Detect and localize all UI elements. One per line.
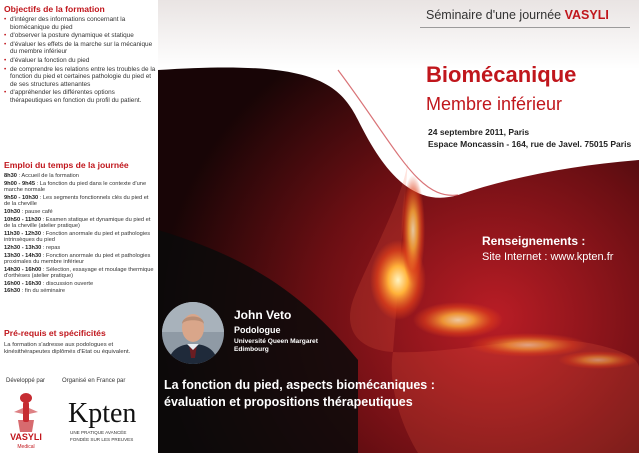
speaker-photo [162,302,224,364]
svg-text:Kpten: Kpten [68,398,137,429]
objectives-heading: Objectifs de la formation [4,4,105,14]
organized-by-label: Organisé en France par [62,378,126,384]
bullet-icon: • [4,89,7,97]
schedule-heading: Emploi du temps de la journée [4,160,129,170]
list-item: • de comprendre les relations entre les troubles de la fonction du pied et certaines pathologie du pied et de ses structures attenantes [4,65,156,88]
svg-text:VASYLI: VASYLI [10,432,42,442]
speaker-name: John Veto [234,308,292,322]
svg-text:FONDÉE SUR LES PREUVES: FONDÉE SUR LES PREUVES [70,437,134,442]
prereq-heading: Pré-requis et spécificités [4,328,106,338]
list-item: • d'intégrer des informations concernant la biomécanique du pied [4,16,126,31]
seminar-label: Séminaire d'une journée VASYLI [426,8,609,22]
schedule-row: 13h30 - 14h30 : Fonction anormale du pied et pathologies proximales du membre inférieur [4,252,151,265]
bullet-icon: • [4,32,7,40]
event-date: 24 septembre 2011, Paris [428,127,530,137]
schedule-row: 10h50 - 11h30 : Examen statique et dynamique du pied et de la cheville (atelier pratique) [4,216,151,230]
schedule-row: 11h30 - 12h30 : Fonction anormale du pied et pathologies intrinsèques du pied [4,230,151,244]
svg-text:UNE PRATIQUE AVANCÉE: UNE PRATIQUE AVANCÉE [70,430,127,435]
list-item: • d'observer la posture dynamique et statique [4,32,134,40]
logos-area [0,378,158,453]
info-site: Site Internet : www.kpten.fr [482,251,614,263]
prereq-text: La formation s'adresse aux podologues et kinésithérapeutes diplômés d'Etat ou équivalent. [4,342,131,355]
speaker-university: Université Queen Margaret [234,338,318,345]
schedule-row: 9h50 - 10h30 : Les segments fonctionnels clés du pied et de la cheville [4,194,149,208]
svg-text:Medical: Medical [17,444,35,450]
bullet-icon: • [4,65,7,73]
schedule-row: 10h30 : pause café [4,208,53,215]
divider [420,27,630,28]
developed-by-label: Développé par [6,378,46,384]
list-item: • d'évaluer la fonction du pied [4,56,90,64]
vasyli-logo [4,390,48,450]
course-title-line1: La fonction du pied, aspects biomécaniques : [164,378,435,392]
bullet-icon: • [4,16,7,23]
schedule-row: 9h00 - 9h45 : La fonction du pied dans le contexte d'une marche normale [4,180,147,194]
event-venue: Espace Moncassin - 164, rue de Javel. 75015 Paris [428,139,632,149]
schedule-row: 16h00 - 16h30 : discussion ouverte [4,280,94,287]
list-item: • d'évaluer les effets de la marche sur la mécanique du membre inférieur [4,40,153,56]
speaker-role: Podologue [234,325,281,335]
bullet-icon: • [4,56,7,64]
left-column [0,0,158,453]
schedule-row: 16h30 : fin du séminaire [4,288,66,295]
schedule-row: 8h30 : Accueil de la formation [4,173,79,179]
right-panel [158,0,639,453]
list-item: • d'appréhender les différentes options thérapeutiques en fonction du profil du patient. [4,89,142,104]
course-title-line2: évaluation et propositions thérapeutiques [164,395,413,409]
schedule-list [4,173,156,296]
page-subtitle: Membre inférieur [426,94,563,114]
page-title: Biomécanique [426,62,577,87]
schedule-row: 12h30 - 13h30 : repas [4,244,61,251]
kpten-logo [68,386,154,446]
info-heading: Renseignements : [482,234,586,248]
speaker-city: Edimbourg [234,346,269,353]
bullet-icon: • [4,40,7,48]
schedule-row: 14h30 - 16h00 : Sélection, essayage et moulage thermique d'orthèses (atelier pratique) [4,266,154,280]
objectives-list [4,16,156,106]
